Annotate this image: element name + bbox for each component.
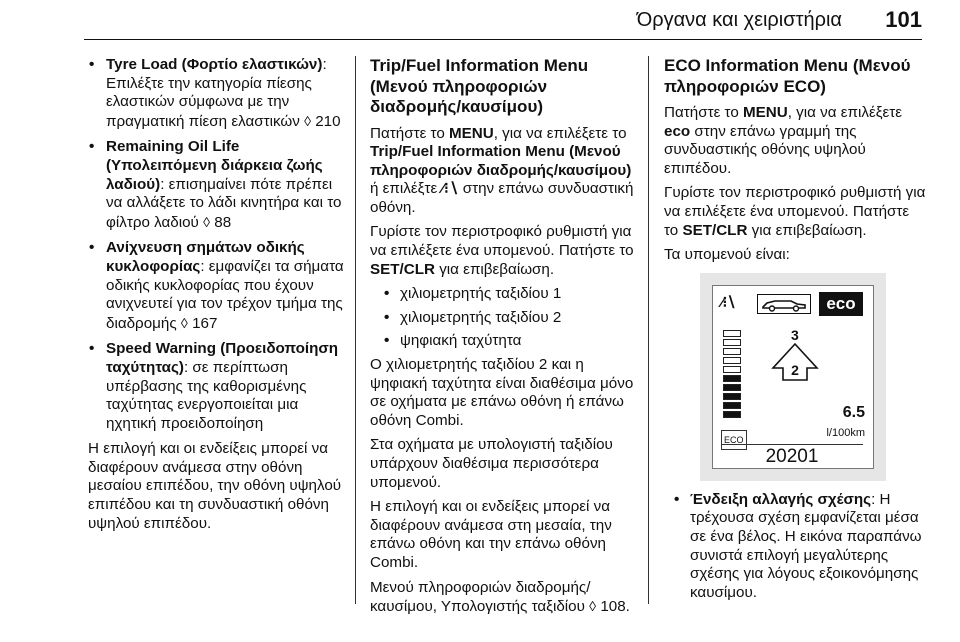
target-gear: 3: [791, 326, 799, 343]
menu-button-label: MENU: [743, 104, 788, 121]
eco-bar-segment: [723, 375, 741, 382]
reference-arrow-icon: ◊: [203, 213, 211, 230]
eco-tab: eco: [819, 292, 863, 316]
column-3: [664, 56, 926, 607]
list-item: • χιλιομετρητής ταξιδίου 1: [370, 285, 634, 304]
paragraph: Στα οχήματα με υπολογιστή ταξιδίου υπάρχουν διαθέσιμα περισσότερα υπομενού.: [370, 436, 613, 491]
list-item: • χιλιομετρητής ταξιδίου 2: [370, 309, 634, 328]
page-reference[interactable]: 167: [192, 314, 218, 332]
fuel-consumption-unit: l/100km: [826, 426, 865, 439]
eco-bar-segment: [723, 402, 741, 409]
page-number: 101: [885, 7, 922, 32]
paragraph: Πατήστε το MENU, για να επιλέξετε το Trip/Fuel Information Menu (Μενού πληροφοριών διαδρομής/καυσίμου) ή επιλέξτε ⁄⁝∖ στην επάνω συνδυαστική οθόνη.: [370, 124, 634, 216]
list-item: • ψηφιακή ταχύτητα: [370, 332, 634, 351]
column-divider: [355, 56, 356, 604]
eco-bar-segment: [723, 393, 741, 400]
list-item: • Remaining Oil Life (Υπολειπόμενη διάρκεια ζωής λαδιού): επισημαίνει πότε πρέπει να αλλάξετε το λάδι κινητήρα και το φίλτρο λαδιού ◊ 88: [88, 138, 350, 232]
paragraph: Η επιλογή και οι ενδείξεις μπορεί να διαφέρουν ανάμεσα στη μεσαία, την επάνω οθόνη και την επάνω οθόνη Combi.: [370, 498, 612, 571]
eco-icon: eco: [664, 122, 691, 140]
page-title: Όργανα και χειριστήρια: [636, 9, 842, 31]
list-item: • Ανίχνευση σημάτων οδικής κυκλοφορίας: εμφανίζει τα σήματα οδικής κυκλοφορίας που έχουν ανιχνευτεί για τον τρέχον τμήμα της διαδρομής ◊ 167: [88, 239, 350, 333]
shift-arrow-icon: [767, 326, 823, 386]
reference-arrow-icon: ◊: [589, 598, 597, 615]
paragraph: Γυρίστε τον περιστροφικό ρυθμιστή για να επιλέξετε ένα υπομενού. Πατήστε το SET/CLR για επιβεβαίωση.: [370, 223, 634, 278]
page-reference[interactable]: 108.: [600, 598, 630, 616]
page-reference[interactable]: 210: [315, 112, 341, 130]
reference-arrow-icon: ◊: [304, 112, 311, 129]
paragraph: Μενού πληροφοριών διαδρομής/καυσίμου, Υπολογιστής ταξιδίου ◊ 108.: [370, 578, 630, 616]
eco-bar-segment: [723, 348, 741, 355]
page-header: [0, 0, 960, 40]
menu-button-label: MENU: [449, 124, 494, 142]
current-gear: 2: [791, 361, 799, 378]
paragraph: Η επιλογή και οι ενδείξεις μπορεί να διαφέρουν ανάμεσα στην οθόνη μεσαίου επιπέδου, την οθόνη υψηλού επιπέδου και τη συνδυαστική οθόνη υψηλού επιπέδου.: [88, 440, 342, 532]
set-clr-button-label: SET/CLR: [682, 221, 748, 239]
eco-bar-segment: [723, 330, 741, 337]
eco-bar-segment: [723, 411, 741, 418]
column-1: [88, 56, 350, 539]
paragraph: Ο χιλιομετρητής ταξιδίου 2 και η ψηφιακή ταχύτητα είναι διαθέσιμα μόνο σε οχήματα με επάνω οθόνη ή επάνω οθόνη Combi.: [370, 356, 634, 429]
column-2: [370, 56, 634, 623]
display-top-bar: [721, 292, 863, 316]
eco-bar-label: ECO: [721, 430, 747, 451]
section-heading: ECO Information Menu (Μενού πληροφοριών ECO): [664, 56, 911, 96]
list-item: • Speed Warning (Προειδοποίηση ταχύτητας): σε περίπτωση υπέρβασης της καθορισμένης ταχύτητας ενεργοποιείται μια ηχητική προειδοποίηση: [88, 340, 350, 433]
column-divider: [648, 56, 649, 604]
odometer: 20201: [721, 444, 863, 465]
paragraph: Γυρίστε τον περιστροφικό ρυθμιστή για να επιλέξετε ένα υπομενού. Πατήστε το SET/CLR για επιβεβαίωση.: [664, 184, 926, 239]
eco-bar-segment: [723, 357, 741, 364]
paragraph: Πατήστε το MENU, για να επιλέξετε eco στην επάνω γραμμή της συνδυαστικής οθόνης υψηλού επιπέδου.: [664, 104, 903, 177]
page-reference[interactable]: 88: [214, 213, 232, 231]
eco-bar-segment: [723, 339, 741, 346]
list-item: • Ένδειξη αλλαγής σχέσης: Η τρέχουσα σχέση εμφανίζεται μέσα σε ένα βέλος. Η εικόνα παραπάνω συνιστά επιλογή μεγαλύτερης σχέσης για λόγους εξοικονόμησης καυσίμου.: [664, 491, 926, 603]
paragraph: Τα υπομενού είναι:: [664, 246, 790, 264]
eco-display-illustration: [712, 285, 874, 469]
header-rule: [84, 39, 922, 40]
reference-arrow-icon: ◊: [180, 314, 188, 331]
eco-bar-segment: [723, 366, 741, 373]
trip-icon: ⁄⁝∖: [721, 293, 735, 311]
eco-bar-segment: [723, 384, 741, 391]
section-heading: Trip/Fuel Information Menu (Μενού πληροφοριών διαδρομής/καυσίμου): [370, 56, 589, 116]
fuel-consumption-value: 6.5: [842, 403, 865, 421]
eco-bar-gauge: [723, 330, 741, 420]
trip-icon: ⁄⁝∖: [441, 180, 459, 198]
set-clr-button-label: SET/CLR: [370, 260, 435, 278]
list-item: • Tyre Load (Φορτίο ελαστικών): Επιλέξτε την κατηγορία πίεσης ελαστικών σύμφωνα με την πραγματική πίεση ελαστικών ◊ 210: [88, 56, 350, 131]
car-icon: [757, 294, 811, 314]
